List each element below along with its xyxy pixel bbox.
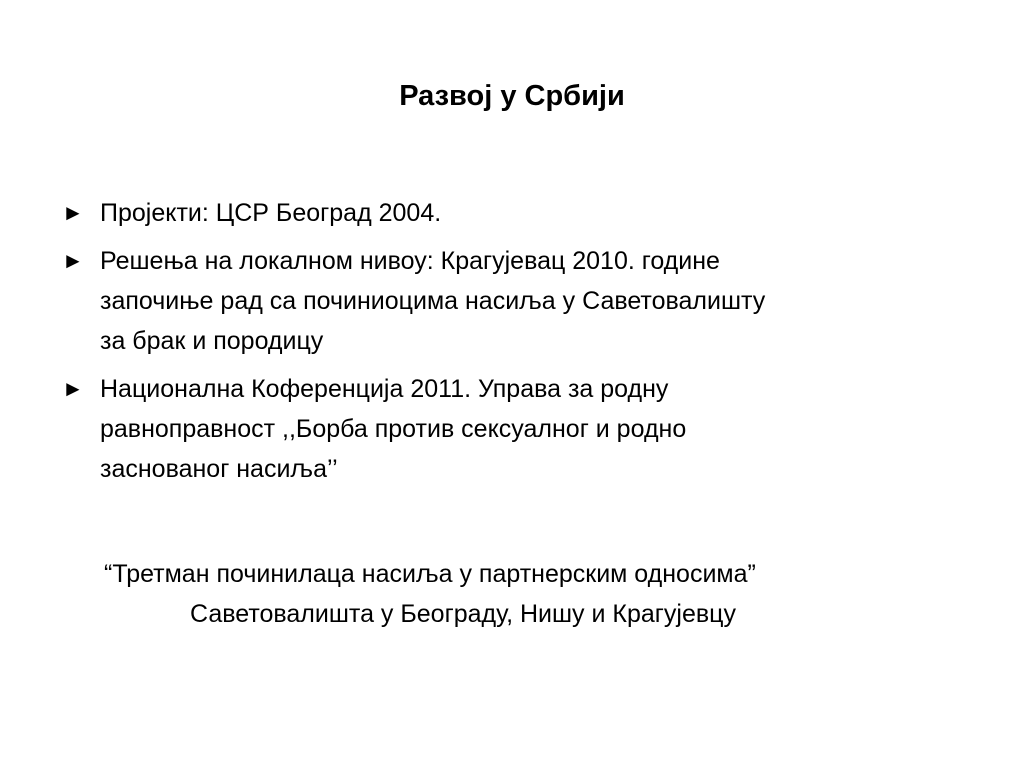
bullet-text: за брак и породицу	[100, 327, 324, 355]
triangle-bullet-icon: ►	[62, 376, 84, 401]
triangle-bullet-icon: ►	[62, 200, 84, 225]
triangle-bullet-icon: ►	[62, 248, 84, 273]
bullet-item	[62, 369, 962, 489]
quote-block	[0, 554, 1024, 634]
quote-line: Саветовалишта у Београду, Нишу и Крагујевцу	[190, 600, 736, 628]
bullet-text: заснованог насиља’’	[100, 455, 338, 483]
bullet-text: започиње рад са починиоцима насиља у Саветовалишту	[100, 287, 766, 315]
bullet-item	[62, 193, 962, 233]
slide-title: Развој у Србији	[399, 80, 625, 112]
bullet-text: Национална Коференција 2011. Управа за родну	[100, 375, 669, 403]
quote-line: “Третман починилаца насиља у партнерским односима”	[104, 560, 756, 588]
bullet-text: Пројекти: ЦСР Београд 2004.	[100, 199, 442, 227]
bullet-text: Решења на локалном нивоу: Крагујевац 2010. године	[100, 247, 720, 275]
bullet-list	[62, 193, 962, 497]
bullet-text: равноправност ,,Борба против сексуалног и родно	[100, 415, 687, 443]
bullet-item	[62, 241, 962, 361]
